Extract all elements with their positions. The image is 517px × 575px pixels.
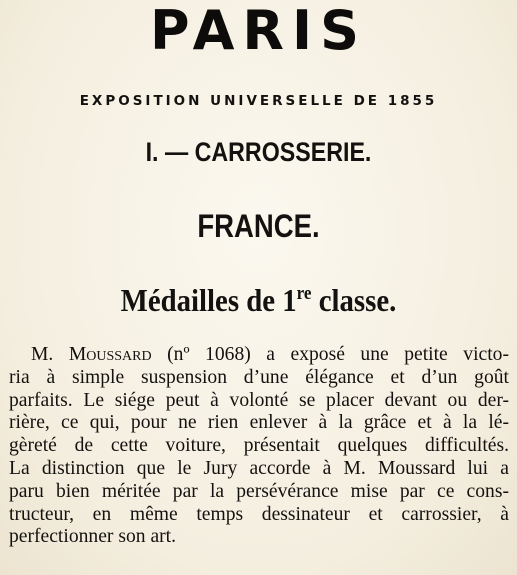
city-title: PARIS [150,0,367,62]
paragraph-line: ria à simple suspension d’une élégance et d’un goût [9,366,509,388]
paragraph-line: perfectionner son art. [9,526,177,548]
exposition-subtitle: EXPOSITION UNIVERSELLE DE 1855 [79,93,438,109]
country-heading: FRANCE. [197,208,320,244]
paragraph-line: paru bien méritée par la persévérance mise par ce cons- [9,480,509,502]
medals-heading [26,280,491,320]
paragraph-line [9,344,509,367]
line-rest: (nº 1068) a exposé une petite victo- [151,344,509,365]
exhibitor-name: Moussard [68,344,152,365]
section-heading: I. — CARROSSERIE. [145,137,372,167]
paragraph-line: parfaits. Le siége peut à volonté se placer devant ou der- [9,389,509,411]
medals-suffix: classe. [311,282,397,318]
paragraph-line: tructeur, en même temps dessinateur et carrossier, à [9,503,509,525]
paragraph-line: La distinction que le Jury accorde à M. Moussard lui a [9,457,509,479]
paragraph-line: gèreté de cette voiture, présentait quelques difficultés. [9,435,509,457]
paragraph-line: rière, ce qui, pour ne rien enlever à la grâce et à la lé- [9,412,509,434]
line-prefix: M. [31,344,69,365]
medals-superscript: re [296,283,312,304]
medals-prefix: Médailles de 1 [120,282,297,318]
body-paragraph [9,344,509,549]
